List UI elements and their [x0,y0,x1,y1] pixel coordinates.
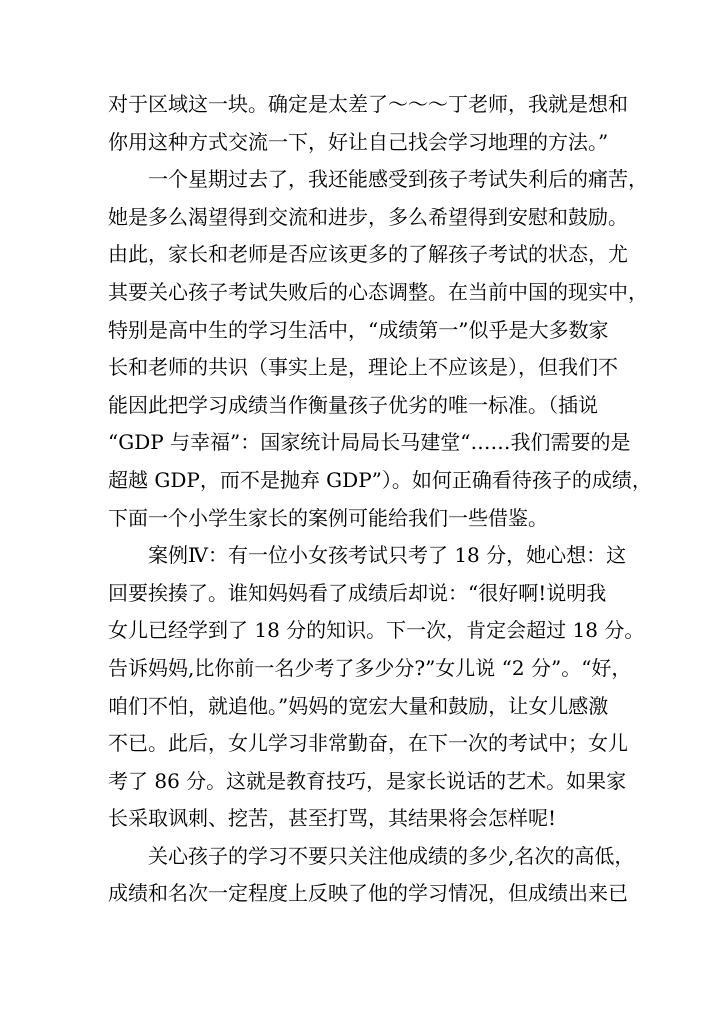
paragraph-line: 她是多么渴望得到交流和进步，多么希望得到安慰和鼓励。 [108,204,628,229]
paragraph-line: 能因此把学习成绩当作衡量孩子优劣的唯一标准。（插说 [108,392,598,417]
paragraph-line: 案例Ⅳ：有一位小女孩考试只考了 18 分，她心想：这 [148,543,627,568]
paragraph-line: 不已。此后，女儿学习非常勤奋，在下一次的考试中；女儿 [108,731,628,756]
paragraph-line: 长采取讽刺、挖苦，甚至打骂，其结果将会怎样呢! [108,806,557,831]
paragraph-line: 特别是高中生的学习生活中，“成绩第一”似乎是大多数家 [108,317,609,342]
body-text [108,86,652,913]
paragraph-line: 超越 GDP，而不是抛弃 GDP”）。如何正确看待孩子的成绩， [108,467,652,492]
paragraph-line: 一个星期过去了，我还能感受到孩子考试失利后的痛苦， [148,167,648,192]
paragraph-line: 告诉妈妈,比你前一名少考了多少分?”女儿说 “2 分”。“好， [108,655,632,680]
paragraph-line: 下面一个小学生家长的案例可能给我们一些借鉴。 [108,505,548,530]
paragraph-line: 你用这种方式交流一下，好让自己找会学习地理的方法。” [108,129,609,154]
paragraph-line: 对于区域这一块。确定是太差了～～～丁老师，我就是想和 [108,92,628,116]
paragraph-line: 长和老师的共识（事实上是，理论上不应该是），但我们不 [108,355,618,380]
paragraph-line: 考了 86 分。这就是教育技巧，是家长说话的艺术。如果家 [108,768,627,793]
paragraph-line: “GDP 与幸福”：国家统计局局长马建堂“……我们需要的是 [108,430,631,455]
paragraph-line: 咱们不怕，就追他。”妈妈的宽宏大量和鼓励，让女儿感激 [108,693,609,718]
paragraph-line: 回要挨揍了。谁知妈妈看了成绩后却说：“很好啊!说明我 [108,580,607,605]
paragraph-line: 关心孩子的学习不要只关注他成绩的多少,名次的高低， [148,843,635,868]
paragraph-line: 由此，家长和老师是否应该更多的了解孩子考试的状态，尤 [108,242,628,267]
paragraph-line: 成绩和名次一定程度上反映了他的学习情况，但成绩出来已 [108,881,628,906]
paragraph-line: 女儿已经学到了 18 分的知识。下一次，肯定会超过 18 分。 [108,618,645,643]
paragraph-line: 其要关心孩子考试失败后的心态调整。在当前中国的现实中， [108,279,648,304]
